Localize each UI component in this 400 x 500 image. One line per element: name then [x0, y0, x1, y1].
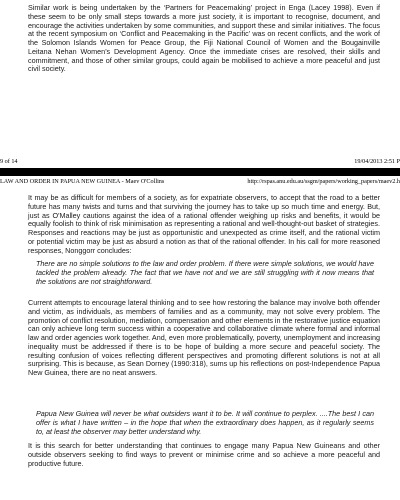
top-page-fragment — [0, 0, 400, 168]
body-paragraph-2: Current attempts to encourage lateral thinking and to see how restoring the balance may involve both offender and victim, as individuals, as members of families and as a community, may not solve every problem. The promotion of conflict resolution, mediation, compensation and other elements in the restorative justice equation can only achieve long term success within a cooperative and collaborative climate where formal and informal law and order agencies work together. And, even more problematically, poverty, unemployment and increasing inequality must be addressed if there is to be hope of building a more secure and peaceful society. The resulting confusion of voices reflecting different perspectives and promoting different solutions is not at all surprising. This is because, as Sean Dorney (1990:318), sums up his reflections on post-Independence Papua New Guinea, there are no neat answers. — [28, 298, 380, 377]
page-break-divider — [0, 168, 400, 176]
top-paragraph: Similar work is being undertaken by the ‘Partners for Peacemaking’ project in Enga (Lacey 1998). Even if these seem to be only small steps towards a more just society, it is important to recognise, document, and encourage the activities undertaken by some communities, and support these and similar initiatives. The focus at the recent symposium on ‘Conflict and Peacemaking in the Pacific’ was on recent conflicts, and the work of the Solomon Islands Women for Peace Group, the Fiji National Council of Women and the Bougainville Leitana Nehan Women’s Development Agency. Once the immediate crises are resolved, their skills and commitment, and those of other similar groups, could again be mobilised to achieve a more peaceful and just civil society. — [28, 3, 380, 74]
body-paragraph-1: It may be as difficult for members of a society, as for expatriate observers, to accept that the road to a better future has many twists and turns and that surviving the journey has to take up so much time and energy. But, just as O'Malley cautions against the idea of a rational offender weighing up risks and benefits, it would be equally foolish to think of risk minimisation as representing a rational and well-thought-out basket of strategies. Responses and reactions may be just as opportunistic and unexpected as crime itself, and the rational victim or potential victim may be just as absurd a notion as that of the rational offender. In his call for more reasoned responses, Nonggorr concludes: — [28, 193, 380, 255]
running-header-url: http://rspas.anu.edu.au/ssgm/papers/working_papers/maev2.h — [247, 178, 400, 185]
body-paragraph-3: It is this search for better understanding that continues to engage many Papua New Guineans and other outside observers seeking to find ways to prevent or minimise crime and so achieve a more peaceful and productive future. — [28, 441, 380, 468]
bottom-page-fragment — [0, 178, 400, 500]
page-number-footer: 9 of 14 — [0, 158, 18, 165]
block-quote-1: There are no simple solutions to the law and order problem. If there were simple solutions, we would have tackled the problem already. The fact that we have not and we are still struggling with it now means that the solutions are not straightforward. — [36, 259, 374, 286]
running-header-title: LAW AND ORDER IN PAPUA NEW GUINEA - Maev O'Collins — [0, 178, 165, 185]
block-quote-2: Papua New Guinea will never be what outsiders want it to be. It will continue to perplex. ....The best I can offer is what I have written – in the hope that when the extraordinary does happen, as it regularly seems to, at least the observer may better understand why. — [36, 409, 374, 436]
print-datetime-footer: 19/04/2013 2:51 P — [354, 158, 400, 165]
